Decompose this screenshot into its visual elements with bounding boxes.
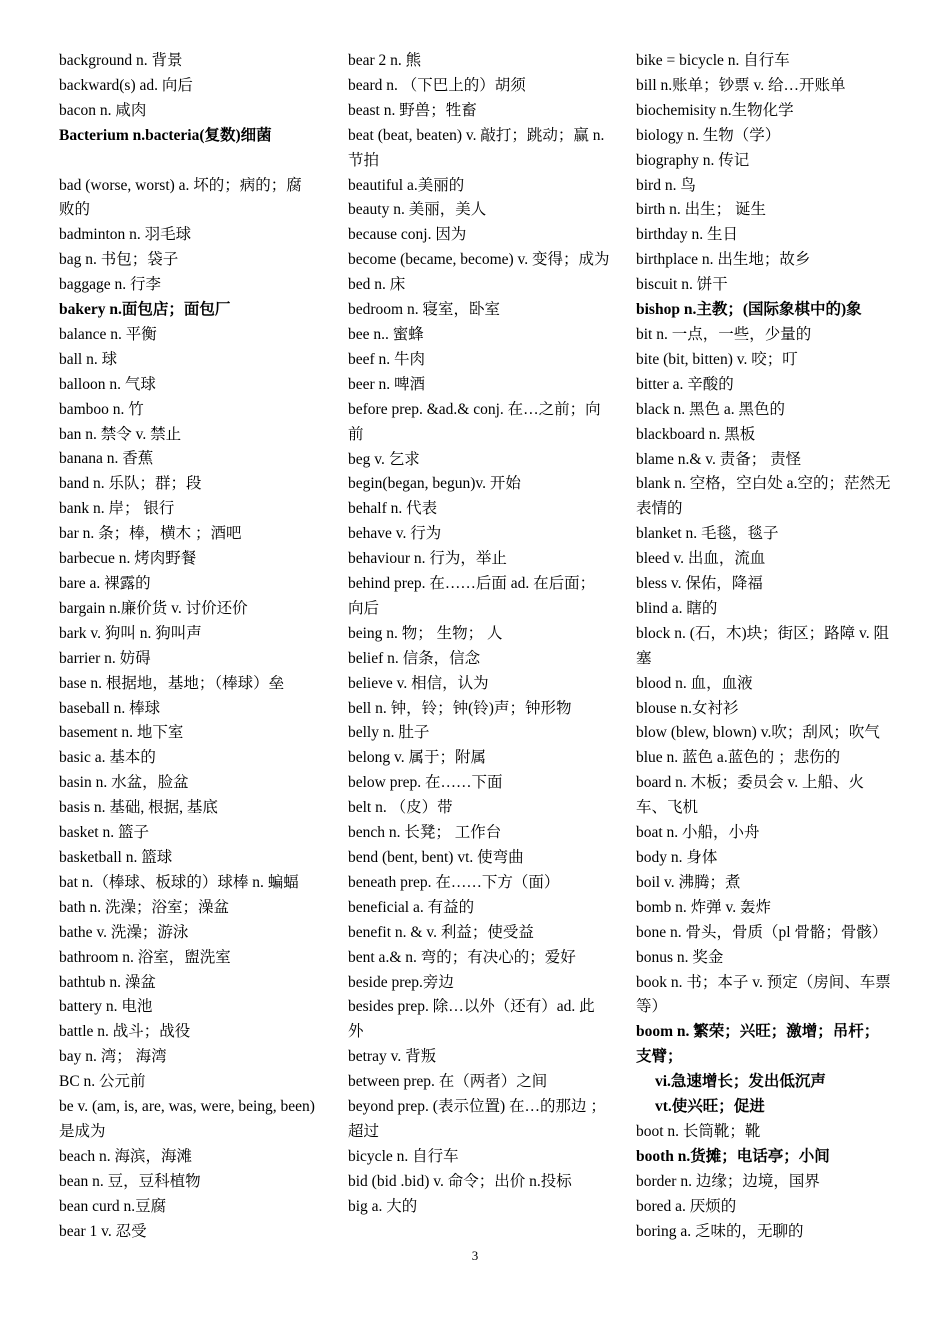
dictionary-entry: bean curd n.豆腐 <box>59 1197 167 1215</box>
dictionary-entry: bid (bid .bid) v. 命令；出价 n.投标 <box>348 1172 572 1190</box>
dictionary-entry: bare a. 裸露的 <box>59 575 151 593</box>
dictionary-entry: beg v. 乞求 <box>348 450 420 468</box>
dictionary-entry: balance n. 平衡 <box>59 325 157 343</box>
dictionary-entry: betray v. 背叛 <box>348 1048 437 1066</box>
dictionary-entry: bless v. 保佑，降福 <box>636 575 763 593</box>
dictionary-entry: begin(began, begun)v. 开始 <box>348 475 521 493</box>
dictionary-entry: band n. 乐队；群；段 <box>59 475 202 493</box>
dictionary-entry: bend (bent, bent) vt. 使弯曲 <box>348 849 524 866</box>
dictionary-entry: bamboo n. 竹 <box>59 400 144 418</box>
dictionary-entry: vt.使兴旺；促进 <box>655 1098 765 1116</box>
dictionary-entry: bit n. 一点，一些，少量的 <box>636 325 812 343</box>
dictionary-entry: boot n. 长筒靴；靴 <box>636 1122 761 1140</box>
dictionary-entry: birthplace n. 出生地；故乡 <box>636 251 811 269</box>
dictionary-entry: BC n. 公元前 <box>59 1073 146 1091</box>
dictionary-entry: bathtub n. 澡盆 <box>59 973 156 991</box>
dictionary-entry: blind a. 瞎的 <box>636 599 718 617</box>
dictionary-entry: bird n. 鸟 <box>636 176 696 194</box>
dictionary-entry: blood n. 血，血液 <box>636 674 753 692</box>
dictionary-entry: battle n. 战斗；战役 <box>59 1023 191 1041</box>
dictionary-entry: bell n. 钟，铃；钟(铃)声；钟形物 <box>348 699 572 717</box>
dictionary-entry: blouse n.女衬衫 <box>636 699 739 717</box>
dictionary-entry: bishop n.主教；(国际象棋中的)象 <box>636 301 862 319</box>
dictionary-entry: bench n. 长凳； 工作台 <box>348 824 502 842</box>
dictionary-entry: biscuit n. 饼干 <box>636 276 728 294</box>
dictionary-entry: balloon n. 气球 <box>59 375 156 393</box>
dictionary-entry: border n. 边缘；边境，国界 <box>636 1172 820 1190</box>
dictionary-entry: bean n. 豆，豆科植物 <box>59 1172 201 1190</box>
dictionary-entry: backward(s) ad. 向后 <box>59 76 193 94</box>
dictionary-entry: become (became, become) v. 变得；成为 <box>348 251 610 269</box>
dictionary-entry: being n. 物； 生物； 人 <box>348 624 503 642</box>
dictionary-entry: Bacterium n.bacteria(复数)细菌 <box>59 126 272 144</box>
dictionary-entry: big a. 大的 <box>348 1197 418 1215</box>
dictionary-entry: bicycle n. 自行车 <box>348 1147 459 1165</box>
dictionary-entry: beer n. 啤酒 <box>348 375 426 393</box>
dictionary-entry: beard n. （下巴上的）胡须 <box>348 76 526 94</box>
dictionary-entry: blame n.& v. 责备； 责怪 <box>636 450 802 468</box>
dictionary-entry: bleed v. 出血，流血 <box>636 550 766 568</box>
dictionary-entry: belt n. （皮）带 <box>348 799 453 817</box>
dictionary-entry: blow (blew, blown) v.吹；刮风；吹气 <box>636 724 880 742</box>
dictionary-entry: baseball n. 棒球 <box>59 699 161 717</box>
dictionary-entry: bathroom n. 浴室，盥洗室 <box>59 948 231 966</box>
dictionary-entry: beneath prep. 在……下方（面） <box>348 873 560 891</box>
dictionary-entry: beyond prep. (表示位置) 在…的那边 ；超过 <box>348 1098 606 1140</box>
dictionary-entry: background n. 背景 <box>59 52 183 69</box>
dictionary-entry: biology n. 生物（学） <box>636 126 781 144</box>
dictionary-entry: badminton n. 羽毛球 <box>59 226 192 244</box>
dictionary-entry: bathe v. 洗澡；游泳 <box>59 923 189 941</box>
dictionary-entry: beside prep.旁边 <box>348 973 454 991</box>
dictionary-entry: before prep. &ad.& conj. 在…之前；向前 <box>348 400 601 443</box>
dictionary-entry: birthday n. 生日 <box>636 226 739 244</box>
dictionary-entry: birth n. 出生； 诞生 <box>636 201 767 219</box>
dictionary-entry: bear 2 n. 熊 <box>348 52 422 69</box>
dictionary-entry: basket n. 篮子 <box>59 824 149 842</box>
dictionary-entry: beneficial a. 有益的 <box>348 898 475 916</box>
dictionary-entry: bat n.（棒球、板球的）球棒 n. 蝙蝠 <box>59 873 299 891</box>
dictionary-entry: bitter a. 辛酸的 <box>636 375 734 393</box>
dictionary-entry: blackboard n. 黑板 <box>636 425 756 443</box>
dictionary-entry: behave v. 行为 <box>348 525 442 543</box>
dictionary-entry: beauty n. 美丽，美人 <box>348 201 487 219</box>
dictionary-entry: board n. 木板；委员会 v. 上船、火车、飞机 <box>636 774 865 817</box>
dictionary-entry: behind prep. 在……后面 ad. 在后面；向后 <box>348 575 596 617</box>
dictionary-entry: bay n. 湾； 海湾 <box>59 1048 167 1066</box>
dictionary-entry: bark v. 狗叫 n. 狗叫声 <box>59 624 202 642</box>
dictionary-entry: black n. 黑色 a. 黑色的 <box>636 400 785 418</box>
dictionary-entry: block n. (石，木)块；街区；路障 v. 阻塞 <box>636 624 890 667</box>
dictionary-entry: vi.急速增长；发出低沉声 <box>655 1073 826 1091</box>
dictionary-entry: ban n. 禁令 v. 禁止 <box>59 425 182 443</box>
dictionary-entry: boat n. 小船，小舟 <box>636 824 760 842</box>
dictionary-entry: belief n. 信条，信念 <box>348 649 481 667</box>
dictionary-entry: battery n. 电池 <box>59 998 153 1016</box>
dictionary-entry: belly n. 肚子 <box>348 724 430 742</box>
dictionary-entry: because conj. 因为 <box>348 226 467 244</box>
dictionary-entry: benefit n. & v. 利益；使受益 <box>348 923 534 941</box>
dictionary-entry: bone n. 骨头，骨质（pl 骨骼；骨骸） <box>636 923 888 941</box>
dictionary-entry: beat (beat, beaten) v. 敲打；跳动；赢 n. 节拍 <box>348 126 605 169</box>
page-number: 3 <box>471 1248 479 1263</box>
dictionary-entry: bad (worse, worst) a. 坏的；病的；腐败的 <box>59 176 302 219</box>
dictionary-entry: bed n. 床 <box>348 276 406 294</box>
dictionary-entry: basketball n. 篮球 <box>59 848 173 866</box>
dictionary-entry: bedroom n. 寝室，卧室 <box>348 301 500 319</box>
dictionary-entry: bear 1 v. 忍受 <box>59 1222 147 1240</box>
dictionary-entry: blanket n. 毛毯，毯子 <box>636 525 779 543</box>
dictionary-entry: boring a. 乏味的，无聊的 <box>636 1222 804 1240</box>
dictionary-entry: basic a. 基本的 <box>59 749 156 767</box>
dictionary-entry: basis n. 基础, 根据, 基底 <box>59 799 218 817</box>
column-2 <box>348 49 610 1220</box>
dictionary-entry: bag n. 书包；袋子 <box>59 251 179 269</box>
dictionary-entry: baggage n. 行李 <box>59 276 162 294</box>
dictionary-entry: basin n. 水盆，脸盆 <box>59 774 189 792</box>
dictionary-entry: base n. 根据地，基地；（棒球）垒 <box>59 674 285 692</box>
dictionary-entry: bakery n.面包店；面包厂 <box>59 301 231 319</box>
dictionary-entry: barbecue n. 烤肉野餐 <box>59 550 197 568</box>
dictionary-entry: barrier n. 妨碍 <box>59 649 151 667</box>
dictionary-entry: bonus n. 奖金 <box>636 948 724 966</box>
dictionary-entry: bomb n. 炸弹 v. 轰炸 <box>636 898 772 916</box>
dictionary-entry: biochemisity n.生物化学 <box>636 101 794 119</box>
dictionary-entry: bath n. 洗澡；浴室；澡盆 <box>59 898 230 916</box>
dictionary-entry: booth n.货摊；电话亭；小间 <box>636 1147 830 1165</box>
dictionary-entry: bacon n. 咸肉 <box>59 101 147 119</box>
dictionary-entry: boom n. 繁荣；兴旺；激增；吊杆；支臂； <box>636 1023 880 1066</box>
dictionary-entry: bite (bit, bitten) v. 咬；叮 <box>636 350 798 368</box>
dictionary-entry: bike = bicycle n. 自行车 <box>636 52 790 69</box>
dictionary-entry: behaviour n. 行为，举止 <box>348 550 507 568</box>
dictionary-entry: beast n. 野兽；牲畜 <box>348 101 477 119</box>
dictionary-entry: banana n. 香蕉 <box>59 450 154 468</box>
dictionary-entry: bored a. 厌烦的 <box>636 1197 737 1215</box>
dictionary-entry: blue n. 蓝色 a.蓝色的 ；悲伤的 <box>636 749 841 767</box>
dictionary-entry: body n. 身体 <box>636 849 718 866</box>
dictionary-entry: beautiful a.美丽的 <box>348 176 465 194</box>
column-3 <box>636 49 894 1245</box>
dictionary-entry: below prep. 在……下面 <box>348 774 503 792</box>
column-1 <box>59 49 315 1244</box>
dictionary-entry: blank n. 空格，空白处 a.空的；茫然无表情的 <box>636 475 891 518</box>
dictionary-entry: bent a.& n. 弯的；有决心的；爱好 <box>348 948 576 966</box>
dictionary-entry: bill n.账单；钞票 v. 给…开账单 <box>636 76 846 94</box>
dictionary-entry: ball n. 球 <box>59 350 118 368</box>
dictionary-entry: book n. 书；本子 v. 预定（房间、车票等） <box>636 973 891 1016</box>
dictionary-entry: besides prep. 除…以外（还有）ad. 此外 <box>348 998 595 1041</box>
dictionary-entry: boil v. 沸腾；煮 <box>636 873 741 891</box>
dictionary-entry: biography n. 传记 <box>636 151 750 169</box>
dictionary-entry: belong v. 属于；附属 <box>348 749 487 767</box>
dictionary-entry: bee n.. 蜜蜂 <box>348 325 424 343</box>
dictionary-entry: bargain n.廉价货 v. 讨价还价 <box>59 599 248 617</box>
dictionary-entry: behalf n. 代表 <box>348 500 438 518</box>
dictionary-entry: between prep. 在（两者）之间 <box>348 1073 548 1091</box>
dictionary-entry: bank n. 岸； 银行 <box>59 500 175 518</box>
dictionary-entry: beef n. 牛肉 <box>348 350 426 368</box>
dictionary-entry: bar n. 条；棒，横木 ；酒吧 <box>59 525 242 543</box>
dictionary-entry: believe v. 相信，认为 <box>348 674 489 692</box>
dictionary-entry: beach n. 海滨，海滩 <box>59 1147 193 1165</box>
blank-line <box>59 149 315 174</box>
dictionary-entry: be v. (am, is, are, was, were, being, been) 是成为 <box>59 1098 315 1140</box>
dictionary-entry: basement n. 地下室 <box>59 724 184 742</box>
